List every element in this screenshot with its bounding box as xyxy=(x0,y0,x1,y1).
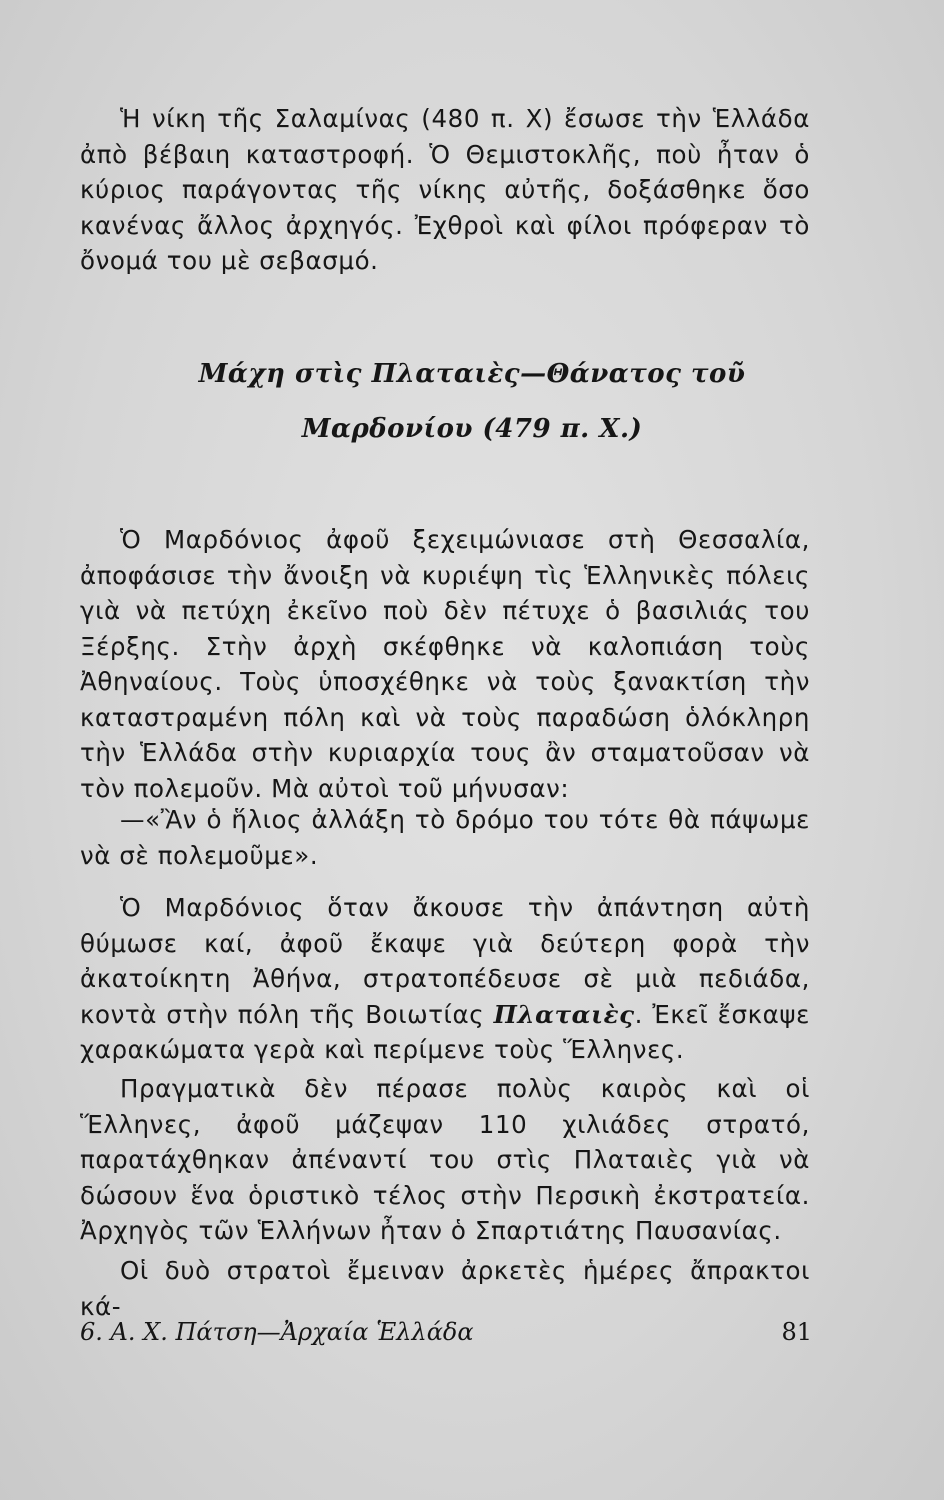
paragraph-mardonius: Ὁ Μαρδόνιος ἀφοῦ ξεχειμώνιασε στὴ Θεσσαλία, ἀποφάσισε τὴν ἄνοιξη νὰ κυριέψη τὶς Ἑλληνικὲς πόλεις γιὰ νὰ πετύχη ἐκεῖνο ποὺ δὲν πέτυχε ὁ βασιλιάς του Ξέρξης. Στὴν ἀρχὴ σκέφθηκε νὰ καλοπιάση τοὺς Ἀθηναίους. Τοὺς ὑποσχέθηκε νὰ τοὺς ξανακτίση τὴν καταστραμένη πόλη καὶ νὰ τοὺς παραδώση ὁλόκληρη τὴν Ἑλλάδα στὴν κυριαρχία τους ἂν σταματοῦσαν νὰ τὸν πολεμοῦν. Μὰ αὐτοὶ τοῦ μήνυσαν: xyxy=(80,525,810,803)
plataeae-emphasis: Πλαταιὲς xyxy=(493,999,635,1029)
page-footer xyxy=(80,1318,812,1346)
paragraph-burning-athens xyxy=(80,890,810,1068)
paragraph-salamis: Ἡ νίκη τῆς Σαλαμίνας (480 π. Χ) ἔσωσε τὴν Ἑλλάδα ἀπὸ βέβαιη καταστροφή. Ὁ Θεμιστοκλῆς, ποὺ ἦταν ὁ κύριος παράγοντας τῆς νίκης αὐτῆς, δοξάσθηκε ὅσο κανένας ἄλλος ἀρχηγός. Ἐχθροὶ καὶ φίλοι πρόφεραν τὸ ὄνομά του μὲ σεβασμό. xyxy=(80,104,810,275)
paragraph-two-armies: Οἱ δυὸ στρατοὶ ἔμειναν ἀρκετὲς ἡμέρες ἄπρακτοι κά- xyxy=(80,1256,810,1321)
paragraph-text-end: . Ἐκεῖ ἔσκαψε χαρακώματα γερὰ καὶ περίμενε τοὺς Ἕλληνες. xyxy=(80,999,810,1064)
footer-signature: 6. Α. Χ. Πάτση—Ἀρχαία Ἑλλάδα xyxy=(80,1318,474,1346)
page-number: 81 xyxy=(781,1318,812,1346)
section-heading xyxy=(80,347,864,457)
section-heading-line-2: Μαρδονίου (479 π. Χ.) xyxy=(301,414,643,444)
section-heading-line-1: Μάχη στὶς Πλαταιὲς—Θάνατος τοῦ xyxy=(198,359,746,389)
paragraph-text-start: Ὁ Μαρδόνιος ὅταν ἄκουσε τὴν ἀπάντηση αὐτὴ θύμωσε καί, ἀφοῦ ἔκαψε γιὰ δεύτερη φορὰ τὴν ἀκατοίκητη Ἀθήνα, στρατοπέδευσε σὲ μιὰ πεδιάδα, κοντὰ στὴν πόλη τῆς Βοιωτίας xyxy=(80,893,810,1029)
quote-paragraph: —«Ἂν ὁ ἥλιος ἀλλάξη τὸ δρόμο του τότε θὰ πάψωμε νὰ σὲ πολεμοῦμε». xyxy=(80,805,810,870)
paragraph-greek-army: Πραγματικὰ δὲν πέρασε πολὺς καιρὸς καὶ οἱ Ἕλληνες, ἀφοῦ μάζεψαν 110 χιλιάδες στρατό, παρατάχθηκαν ἀπέναντί του στὶς Πλαταιὲς γιὰ νὰ δώσουν ἕνα ὁριστικὸ τέλος στὴν Περσικὴ ἐκστρατεία. Ἀρχηγὸς τῶν Ἑλλήνων ἦταν ὁ Σπαρτιάτης Παυσανίας. xyxy=(80,1074,810,1245)
